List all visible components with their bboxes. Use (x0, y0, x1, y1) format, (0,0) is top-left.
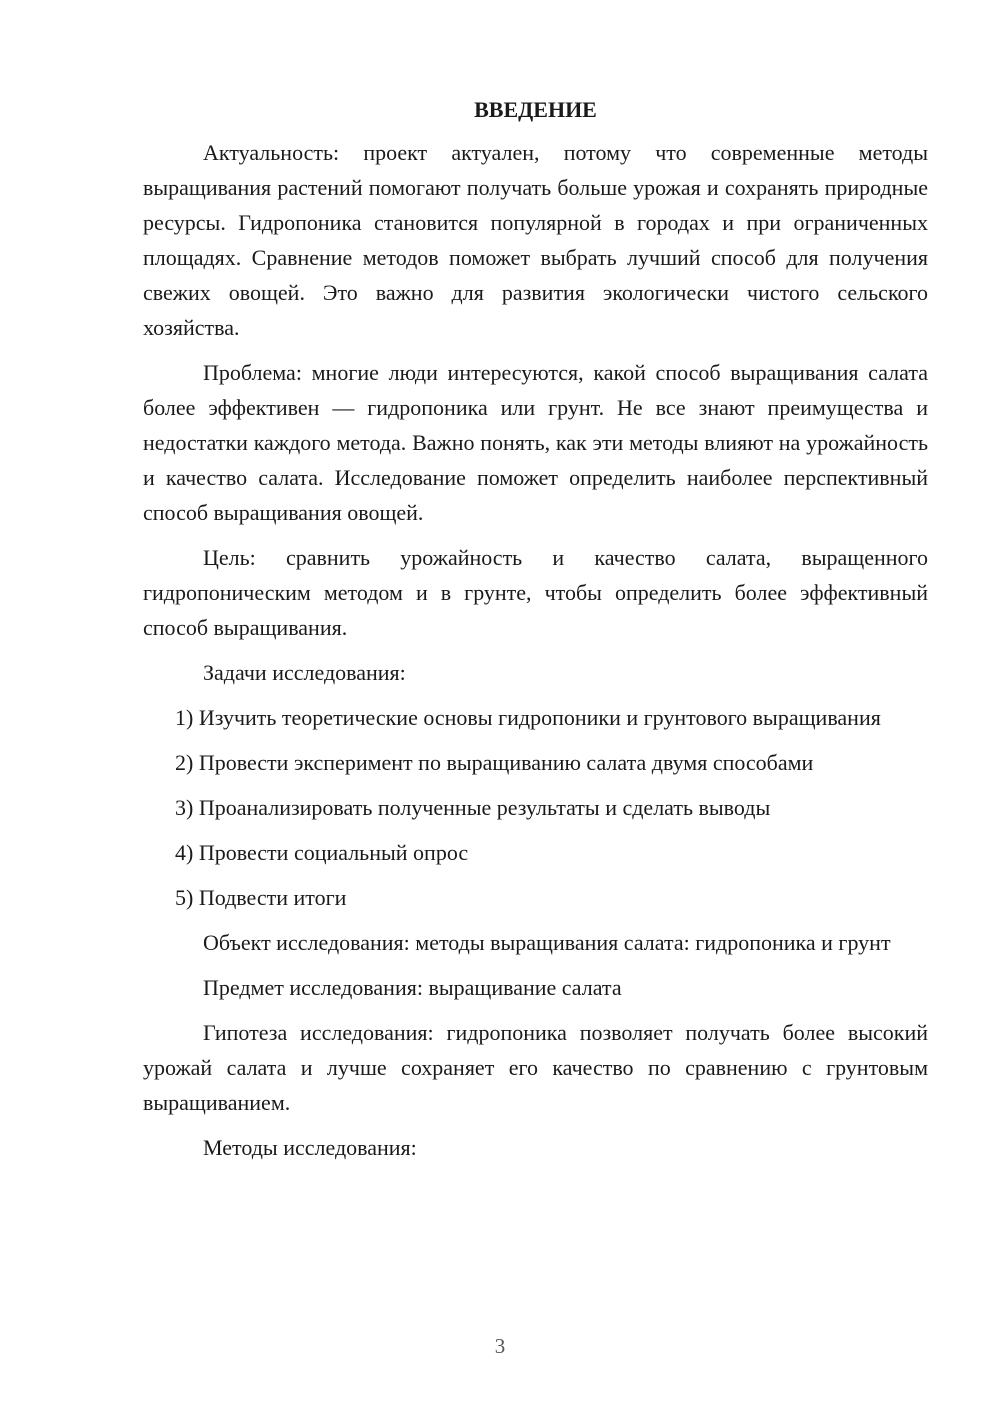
goal-paragraph: Цель: сравнить урожайность и качество салата, выращенного гидропоническим методом и в грунте, чтобы определить более эффективный способ выращивания. (143, 545, 928, 640)
task-item-5: 5) Подвести итоги (175, 885, 347, 910)
subject-paragraph: Предмет исследования: выращивание салата (203, 975, 622, 1000)
object-paragraph: Объект исследования: методы выращивания салата: гидропоника и грунт (203, 930, 891, 955)
page-number: 3 (494, 1334, 506, 1358)
hypothesis-paragraph: Гипотеза исследования: гидропоника позволяет получать более высокий урожай салата и лучше сохраняет его качество по сравнению с грунтовым выращиванием. (143, 1020, 928, 1115)
problem-paragraph: Проблема: многие люди интересуются, какой способ выращивания салата более эффективен — гидропоника или грунт. Не все знают преимущества и недостатки каждого метода. Важно понять, как эти методы влияют на урожайность и качество салата. Исследование поможет определить наиболее перспективный способ выращивания овощей. (143, 360, 928, 525)
document-page (143, 92, 928, 1175)
methods-paragraph: Методы исследования: (203, 1135, 417, 1160)
section-heading: ВВЕДЕНИЕ (474, 97, 597, 122)
task-item-4: 4) Провести социальный опрос (175, 840, 469, 865)
task-item-3: 3) Проанализировать полученные результаты и сделать выводы (175, 795, 771, 820)
tasks-title: Задачи исследования: (203, 660, 406, 685)
task-item-1: 1) Изучить теоретические основы гидропоники и грунтового выращивания (175, 705, 881, 730)
task-item-2: 2) Провести эксперимент по выращиванию салата двумя способами (175, 750, 814, 775)
relevance-paragraph: Актуальность: проект актуален, потому что современные методы выращивания растений помогают получать больше урожая и сохранять природные ресурсы. Гидропоника становится популярной в городах и при ограниченных площадях. Сравнение методов поможет выбрать лучший способ для получения свежих овощей. Это важно для развития экологически чистого сельского хозяйства. (143, 140, 928, 340)
